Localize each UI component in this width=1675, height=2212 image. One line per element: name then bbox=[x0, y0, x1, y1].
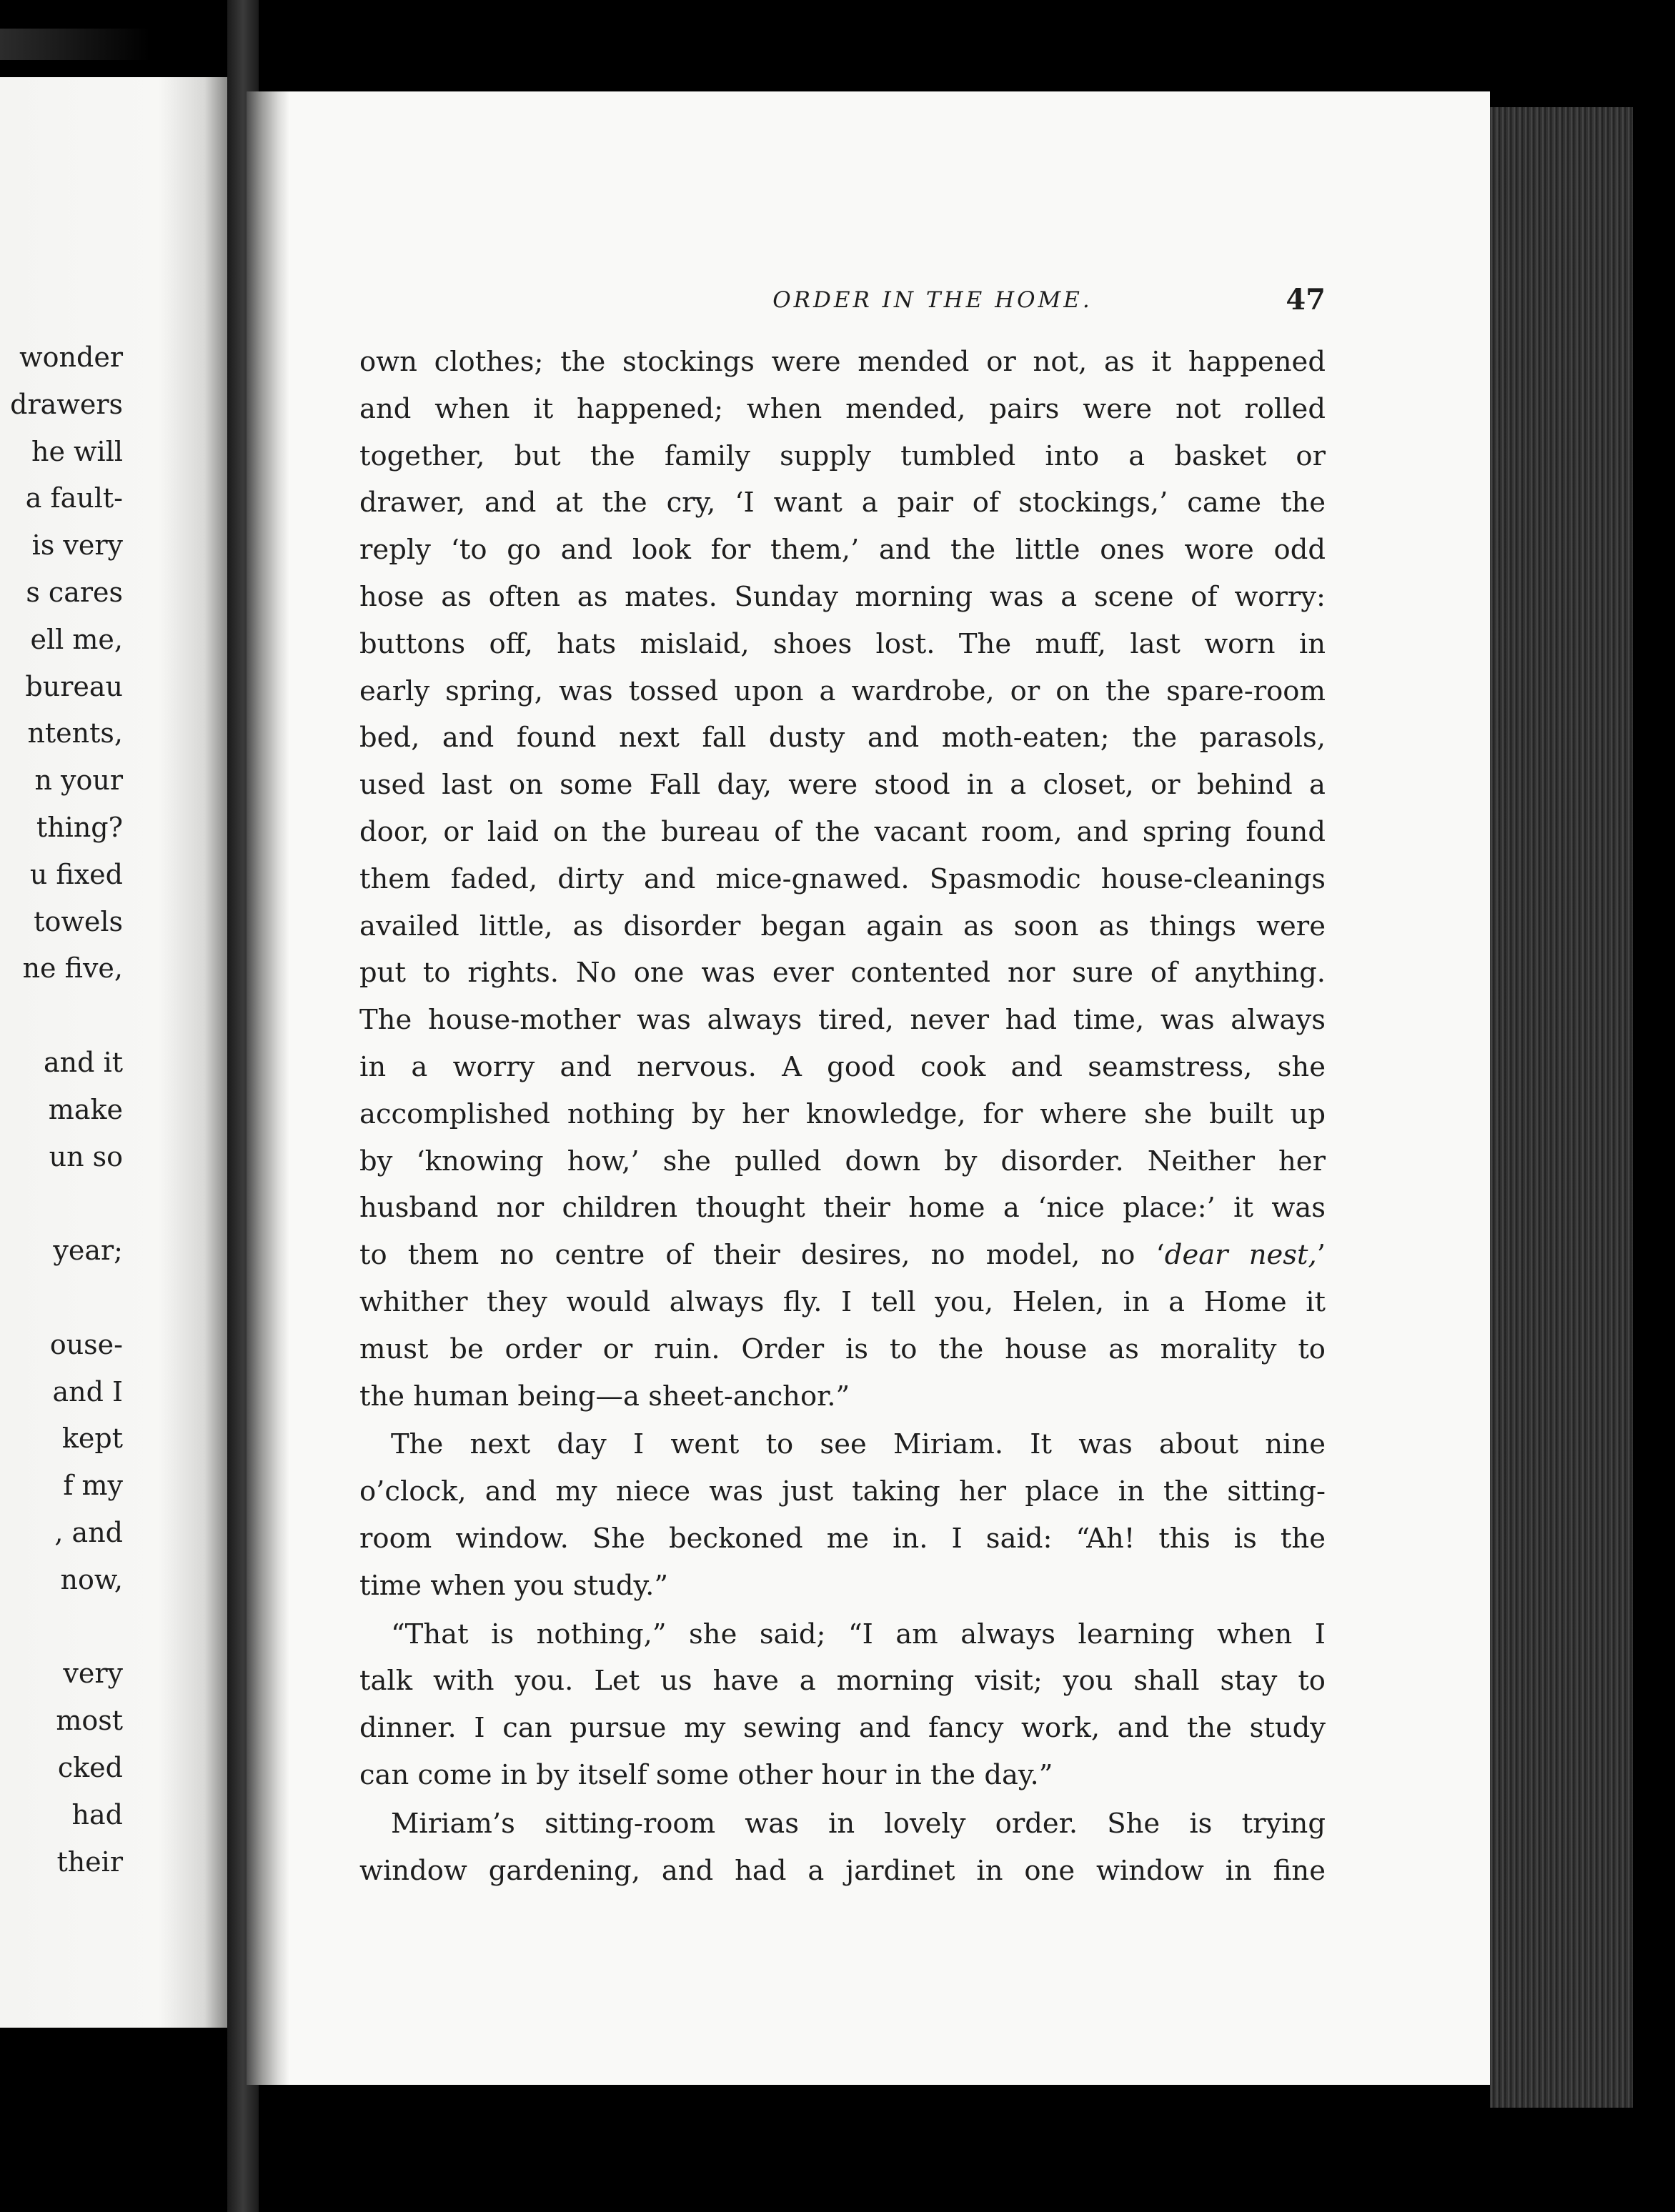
text-line: o’clock, and my niece was just taking her place in the sitting- bbox=[359, 1475, 1326, 1508]
left-line: make bbox=[48, 1093, 123, 1125]
left-line: thing? bbox=[36, 811, 123, 843]
left-line: and I bbox=[52, 1375, 123, 1408]
left-line: f my bbox=[63, 1470, 123, 1502]
text-line: husband nor children thought their home a ‘nice place:’ it was bbox=[359, 1192, 1326, 1225]
left-line: un so bbox=[49, 1140, 123, 1172]
running-title: ORDER IN THE HOME. bbox=[772, 287, 1093, 313]
text-line: reply ‘to go and look for them,’ and the little ones wore odd bbox=[359, 534, 1326, 567]
left-line: u fixed bbox=[29, 858, 123, 890]
text-line: by ‘knowing how,’ she pulled down by disorder. Neither her bbox=[359, 1145, 1326, 1177]
left-line: very bbox=[63, 1658, 123, 1690]
left-line: ouse- bbox=[49, 1328, 123, 1360]
left-line: kept bbox=[61, 1423, 123, 1455]
left-line bbox=[0, 992, 123, 1040]
scan-edge-mark bbox=[0, 29, 150, 60]
gutter-shadow bbox=[247, 91, 289, 2085]
text-line: the human being—a sheet-anchor.” bbox=[359, 1380, 850, 1413]
left-page bbox=[0, 77, 227, 2028]
text-line: together, but the family supply tumbled into a basket or bbox=[359, 439, 1326, 472]
left-page-text bbox=[0, 334, 123, 1885]
text-line: door, or laid on the bureau of the vacant room, and spring found bbox=[359, 815, 1326, 848]
text-line: put to rights. No one was ever contented nor sure of anything. bbox=[359, 957, 1326, 990]
left-line: s cares bbox=[26, 576, 123, 608]
text-line: accomplished nothing by her knowledge, for where she built up bbox=[359, 1097, 1326, 1130]
running-header bbox=[247, 279, 1490, 322]
left-line: bureau bbox=[25, 670, 123, 702]
text-line: drawer, and at the cry, ‘I want a pair of stockings,’ came the bbox=[359, 487, 1326, 519]
text-line: dinner. I can pursue my sewing and fancy work, and the study bbox=[359, 1712, 1326, 1745]
left-line: cked bbox=[57, 1751, 123, 1783]
text-line: buttons off, hats mislaid, shoes lost. The muff, last worn in bbox=[359, 627, 1326, 660]
italic-phrase: dear nest, bbox=[1164, 1239, 1317, 1272]
left-line: year; bbox=[53, 1235, 123, 1267]
right-page bbox=[247, 91, 1490, 2085]
text-line-dear-nest bbox=[359, 1232, 1326, 1279]
text-line: them faded, dirty and mice-gnawed. Spasmodic house-cleanings bbox=[359, 862, 1326, 895]
text-run: to them no centre of their desires, no model, no ‘ bbox=[359, 1239, 1165, 1272]
left-line bbox=[0, 1275, 123, 1322]
left-line: he will bbox=[31, 435, 123, 467]
left-line: ell me, bbox=[30, 623, 123, 655]
left-line: drawers bbox=[10, 388, 123, 420]
text-line: The house-mother was always tired, never had time, was always bbox=[359, 1004, 1326, 1037]
left-line: is very bbox=[31, 529, 123, 562]
left-line: and it bbox=[44, 1046, 123, 1078]
left-line: now, bbox=[60, 1563, 123, 1595]
left-line: their bbox=[56, 1845, 123, 1878]
text-line: and when it happened; when mended, pairs were not rolled bbox=[359, 392, 1326, 425]
text-line: used last on some Fall day, were stood in a closet, or behind a bbox=[359, 769, 1326, 802]
left-line: had bbox=[71, 1798, 123, 1830]
left-line: n your bbox=[34, 764, 123, 797]
paragraph-start-line: Miriam’s sitting-room was in lovely order. She is trying bbox=[391, 1807, 1326, 1840]
text-line: time when you study.” bbox=[359, 1569, 669, 1602]
text-line: must be order or ruin. Order is to the house as morality to bbox=[359, 1332, 1326, 1365]
text-line: room window. She beckoned me in. I said: “Ah! this is the bbox=[359, 1522, 1326, 1555]
left-line: , and bbox=[54, 1516, 123, 1548]
left-line: wonder bbox=[19, 342, 123, 373]
text-line: whither they would always fly. I tell you, Helen, in a Home it bbox=[359, 1285, 1326, 1318]
text-line: in a worry and nervous. A good cook and seamstress, she bbox=[359, 1050, 1326, 1083]
text-line: availed little, as disorder began again as soon as things were bbox=[359, 910, 1326, 942]
left-line bbox=[0, 1604, 123, 1651]
text-run: ’ bbox=[1316, 1239, 1326, 1272]
paragraph-start-line: The next day I went to see Miriam. It was about nine bbox=[391, 1428, 1326, 1461]
page-body bbox=[359, 339, 1326, 1894]
text-line: own clothes; the stockings were mended or not, as it happened bbox=[359, 346, 1326, 378]
left-line: ne five, bbox=[22, 952, 123, 985]
page-fore-edge bbox=[1490, 107, 1633, 2108]
left-line: a fault- bbox=[25, 482, 123, 514]
text-line: can come in by itself some other hour in the day.” bbox=[359, 1758, 1053, 1791]
text-line: bed, and found next fall dusty and moth-eaten; the parasols, bbox=[359, 722, 1326, 754]
left-line bbox=[0, 1180, 123, 1227]
text-line: window gardening, and had a jardinet in one window in fine bbox=[359, 1854, 1326, 1887]
page-number: 47 bbox=[1286, 283, 1326, 317]
left-line: ntents, bbox=[27, 717, 123, 749]
text-line: early spring, was tossed upon a wardrobe, or on the spare-room bbox=[359, 674, 1326, 707]
left-line: most bbox=[56, 1705, 123, 1737]
text-line: hose as often as mates. Sunday morning was a scene of worry: bbox=[359, 580, 1326, 613]
paragraph-start-line: “That is nothing,” she said; “I am always learning when I bbox=[391, 1618, 1326, 1650]
left-line: towels bbox=[34, 905, 123, 937]
text-line: talk with you. Let us have a morning visit; you shall stay to bbox=[359, 1665, 1326, 1698]
